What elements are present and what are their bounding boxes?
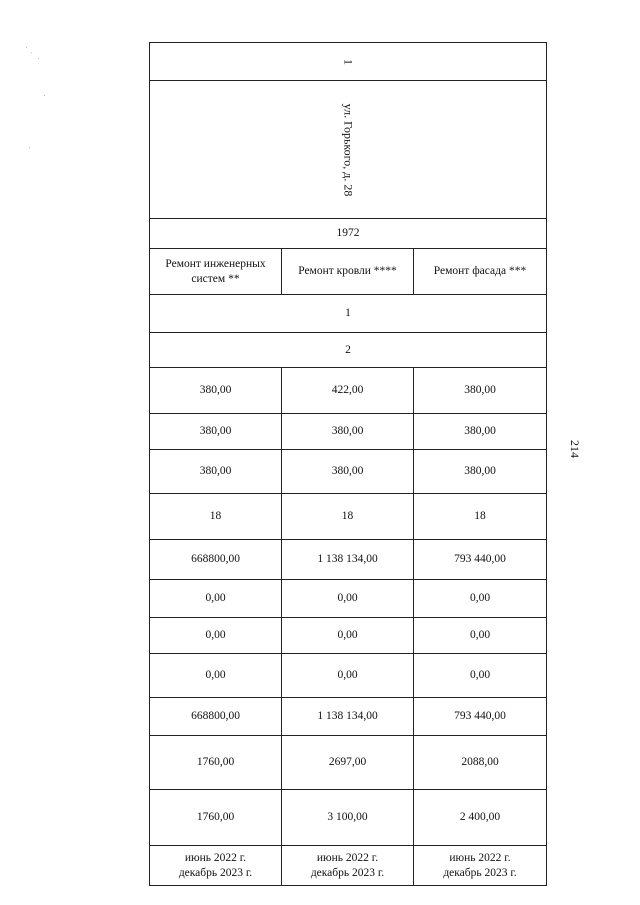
table-row-address <box>150 81 547 219</box>
table-row <box>150 540 547 580</box>
table-cell: 0,00 <box>282 618 414 654</box>
table-cell: 793 440,00 <box>414 698 547 736</box>
repair-cost-table <box>149 42 547 886</box>
table-row <box>150 368 547 414</box>
table-row-period <box>150 846 547 886</box>
year-cell: 1972 <box>150 219 547 249</box>
table-cell: 0,00 <box>282 654 414 698</box>
scan-speck <box>38 58 39 59</box>
table-row-column-number <box>150 43 547 81</box>
table-row <box>150 494 547 540</box>
scan-speck <box>31 52 32 53</box>
table-cell: 1760,00 <box>150 736 282 790</box>
table-row <box>150 450 547 494</box>
table-cell: 380,00 <box>150 414 282 450</box>
scan-speck <box>26 47 27 48</box>
column-number-cell <box>150 43 547 81</box>
table-cell: 422,00 <box>282 368 414 414</box>
table-cell: 0,00 <box>414 618 547 654</box>
table-cell: 668800,00 <box>150 698 282 736</box>
header-roof: Ремонт кровли **** <box>282 249 414 295</box>
address-cell <box>150 81 547 219</box>
table-cell: 0,00 <box>150 580 282 618</box>
table-cell: 380,00 <box>282 414 414 450</box>
merged-cell: 2 <box>150 333 547 368</box>
table-row <box>150 736 547 790</box>
table-cell: 0,00 <box>414 580 547 618</box>
table-cell: 18 <box>150 494 282 540</box>
table-cell: 380,00 <box>150 368 282 414</box>
table-row <box>150 654 547 698</box>
table-header-row <box>150 249 547 295</box>
period-end: декабрь 2023 г. <box>178 866 253 879</box>
table-row-merged <box>150 333 547 368</box>
table-row <box>150 618 547 654</box>
period-end: декабрь 2023 г. <box>443 866 517 879</box>
table-row <box>150 790 547 846</box>
merged-cell: 1 <box>150 295 547 333</box>
header-engineering-systems: Ремонт инженерных систем ** <box>150 249 282 295</box>
table-cell: 380,00 <box>414 450 547 494</box>
table-cell: 2697,00 <box>282 736 414 790</box>
table-cell: 380,00 <box>414 368 547 414</box>
table-cell: 668800,00 <box>150 540 282 580</box>
table-cell: 18 <box>414 494 547 540</box>
table-cell: 1 138 134,00 <box>282 698 414 736</box>
table-cell: 2 400,00 <box>414 790 547 846</box>
table-cell: 18 <box>282 494 414 540</box>
period-start: июнь 2022 г. <box>449 852 511 865</box>
table-cell: 1760,00 <box>150 790 282 846</box>
header-facade: Ремонт фасада *** <box>414 249 547 295</box>
table-row <box>150 580 547 618</box>
table-cell: 1 138 134,00 <box>282 540 414 580</box>
building-address: ул. Горького, д. 28 <box>341 103 356 196</box>
scan-speck <box>44 95 45 96</box>
page-number: 214 <box>568 440 582 458</box>
table-cell: 380,00 <box>282 450 414 494</box>
table-row-year <box>150 219 547 249</box>
table-cell: 0,00 <box>150 654 282 698</box>
table-row <box>150 698 547 736</box>
table-cell: 380,00 <box>150 450 282 494</box>
period-end: декабрь 2023 г. <box>310 866 385 879</box>
period-cell <box>414 846 547 886</box>
table-row <box>150 414 547 450</box>
table-cell: 793 440,00 <box>414 540 547 580</box>
table-row-merged <box>150 295 547 333</box>
table-cell: 380,00 <box>414 414 547 450</box>
scan-speck <box>29 147 30 148</box>
table-cell: 0,00 <box>150 618 282 654</box>
column-number: 1 <box>341 58 356 65</box>
period-cell <box>150 846 282 886</box>
table-cell: 0,00 <box>414 654 547 698</box>
period-start: июнь 2022 г. <box>316 852 379 865</box>
table-cell: 0,00 <box>282 580 414 618</box>
period-cell <box>282 846 414 886</box>
period-start: июнь 2022 г. <box>184 852 247 865</box>
table-cell: 3 100,00 <box>282 790 414 846</box>
table-cell: 2088,00 <box>414 736 547 790</box>
